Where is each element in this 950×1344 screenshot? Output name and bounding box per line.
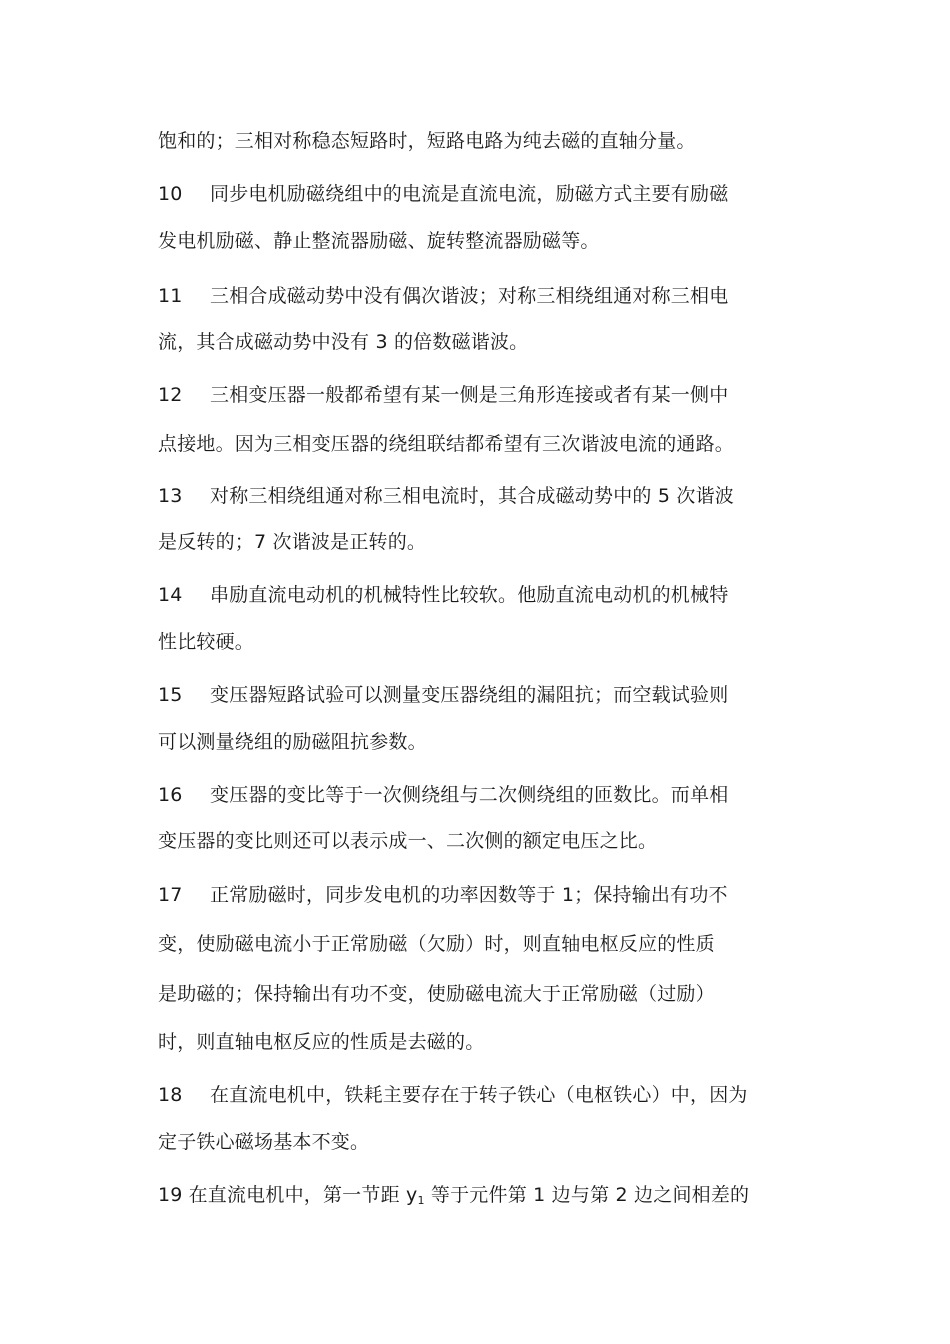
text-line: [158, 730, 427, 754]
text-line: [158, 1130, 369, 1154]
line-text: 三相合成磁动势中没有偶次谐波；对称三相绕组通对称三相电: [210, 285, 729, 307]
item-number: 12: [158, 384, 183, 406]
line-text: 饱和的；三相对称稳态短路时，短路电路为纯去磁的直轴分量。: [158, 130, 696, 152]
line-text: 时，则直轴电枢反应的性质是去磁的。: [158, 1031, 485, 1053]
line-text: 流，其合成磁动势中没有 3 的倍数磁谐波。: [158, 331, 529, 353]
text-line: [158, 932, 715, 956]
text-line: [158, 1030, 484, 1054]
line-text: 是助磁的；保持输出有功不变，使励磁电流大于正常励磁（过励）: [158, 983, 715, 1005]
text-line: [158, 829, 657, 853]
line-text: 三相变压器一般都希望有某一侧是三角形连接或者有某一侧中: [210, 384, 729, 406]
line-text: 在直流电机中，铁耗主要存在于转子铁心（电枢铁心）中，因为: [210, 1084, 748, 1106]
item-number: 13: [158, 485, 183, 507]
item-12: [158, 383, 728, 407]
line-text: 串励直流电动机的机械特性比较软。他励直流电动机的机械特: [210, 584, 729, 606]
line-text: 定子铁心磁场基本不变。: [158, 1131, 370, 1153]
item-10: [158, 182, 728, 206]
text-line: [158, 630, 254, 654]
line-text: 性比较硬。: [158, 631, 255, 653]
line-text: 变压器的变比则还可以表示成一、二次侧的额定电压之比。: [158, 830, 658, 852]
subscript: 1: [417, 1194, 425, 1207]
item-number: 16: [158, 784, 183, 806]
text-line: [158, 982, 715, 1006]
item-13: [158, 484, 734, 508]
line-text: 发电机励磁、静止整流器励磁、旋转整流器励磁等。: [158, 230, 600, 252]
line-text: 等于元件第 1 边与第 2 边之间相差的: [424, 1184, 750, 1206]
text-line: [158, 129, 696, 153]
item-number: 11: [158, 285, 183, 307]
line-text: 正常励磁时，同步发电机的功率因数等于 1；保持输出有功不: [210, 884, 728, 906]
line-text: 可以测量绕组的励磁阻抗参数。: [158, 731, 427, 753]
line-text: 在直流电机中，第一节距 y: [188, 1184, 418, 1206]
line-text: 点接地。因为三相变压器的绕组联结都希望有三次谐波电流的通路。: [158, 433, 735, 455]
item-18: [158, 1083, 748, 1107]
item-17: [158, 883, 728, 907]
item-16: [158, 783, 728, 807]
text-line: [158, 229, 600, 253]
item-19: [158, 1183, 749, 1213]
line-text: 变压器短路试验可以测量变压器绕组的漏阻抗；而空载试验则: [210, 684, 729, 706]
item-number: 15: [158, 684, 183, 706]
item-number: 19: [158, 1184, 183, 1206]
line-text: 变，使励磁电流小于正常励磁（欠励）时，则直轴电枢反应的性质: [158, 933, 715, 955]
line-text: 变压器的变比等于一次侧绕组与二次侧绕组的匝数比。而单相: [210, 784, 729, 806]
item-14: [158, 583, 728, 607]
item-number: 10: [158, 183, 183, 205]
item-number: 17: [158, 884, 183, 906]
text-line: [158, 330, 528, 354]
item-number: 18: [158, 1084, 183, 1106]
item-11: [158, 284, 728, 308]
line-text: 同步电机励磁绕组中的电流是直流电流，励磁方式主要有励磁: [210, 183, 729, 205]
line-text: 是反转的；7 次谐波是正转的。: [158, 531, 427, 553]
item-15: [158, 683, 728, 707]
text-line: [158, 432, 734, 456]
item-number: 14: [158, 584, 183, 606]
line-text: 对称三相绕组通对称三相电流时，其合成磁动势中的 5 次谐波: [210, 485, 734, 507]
text-line: [158, 530, 426, 554]
